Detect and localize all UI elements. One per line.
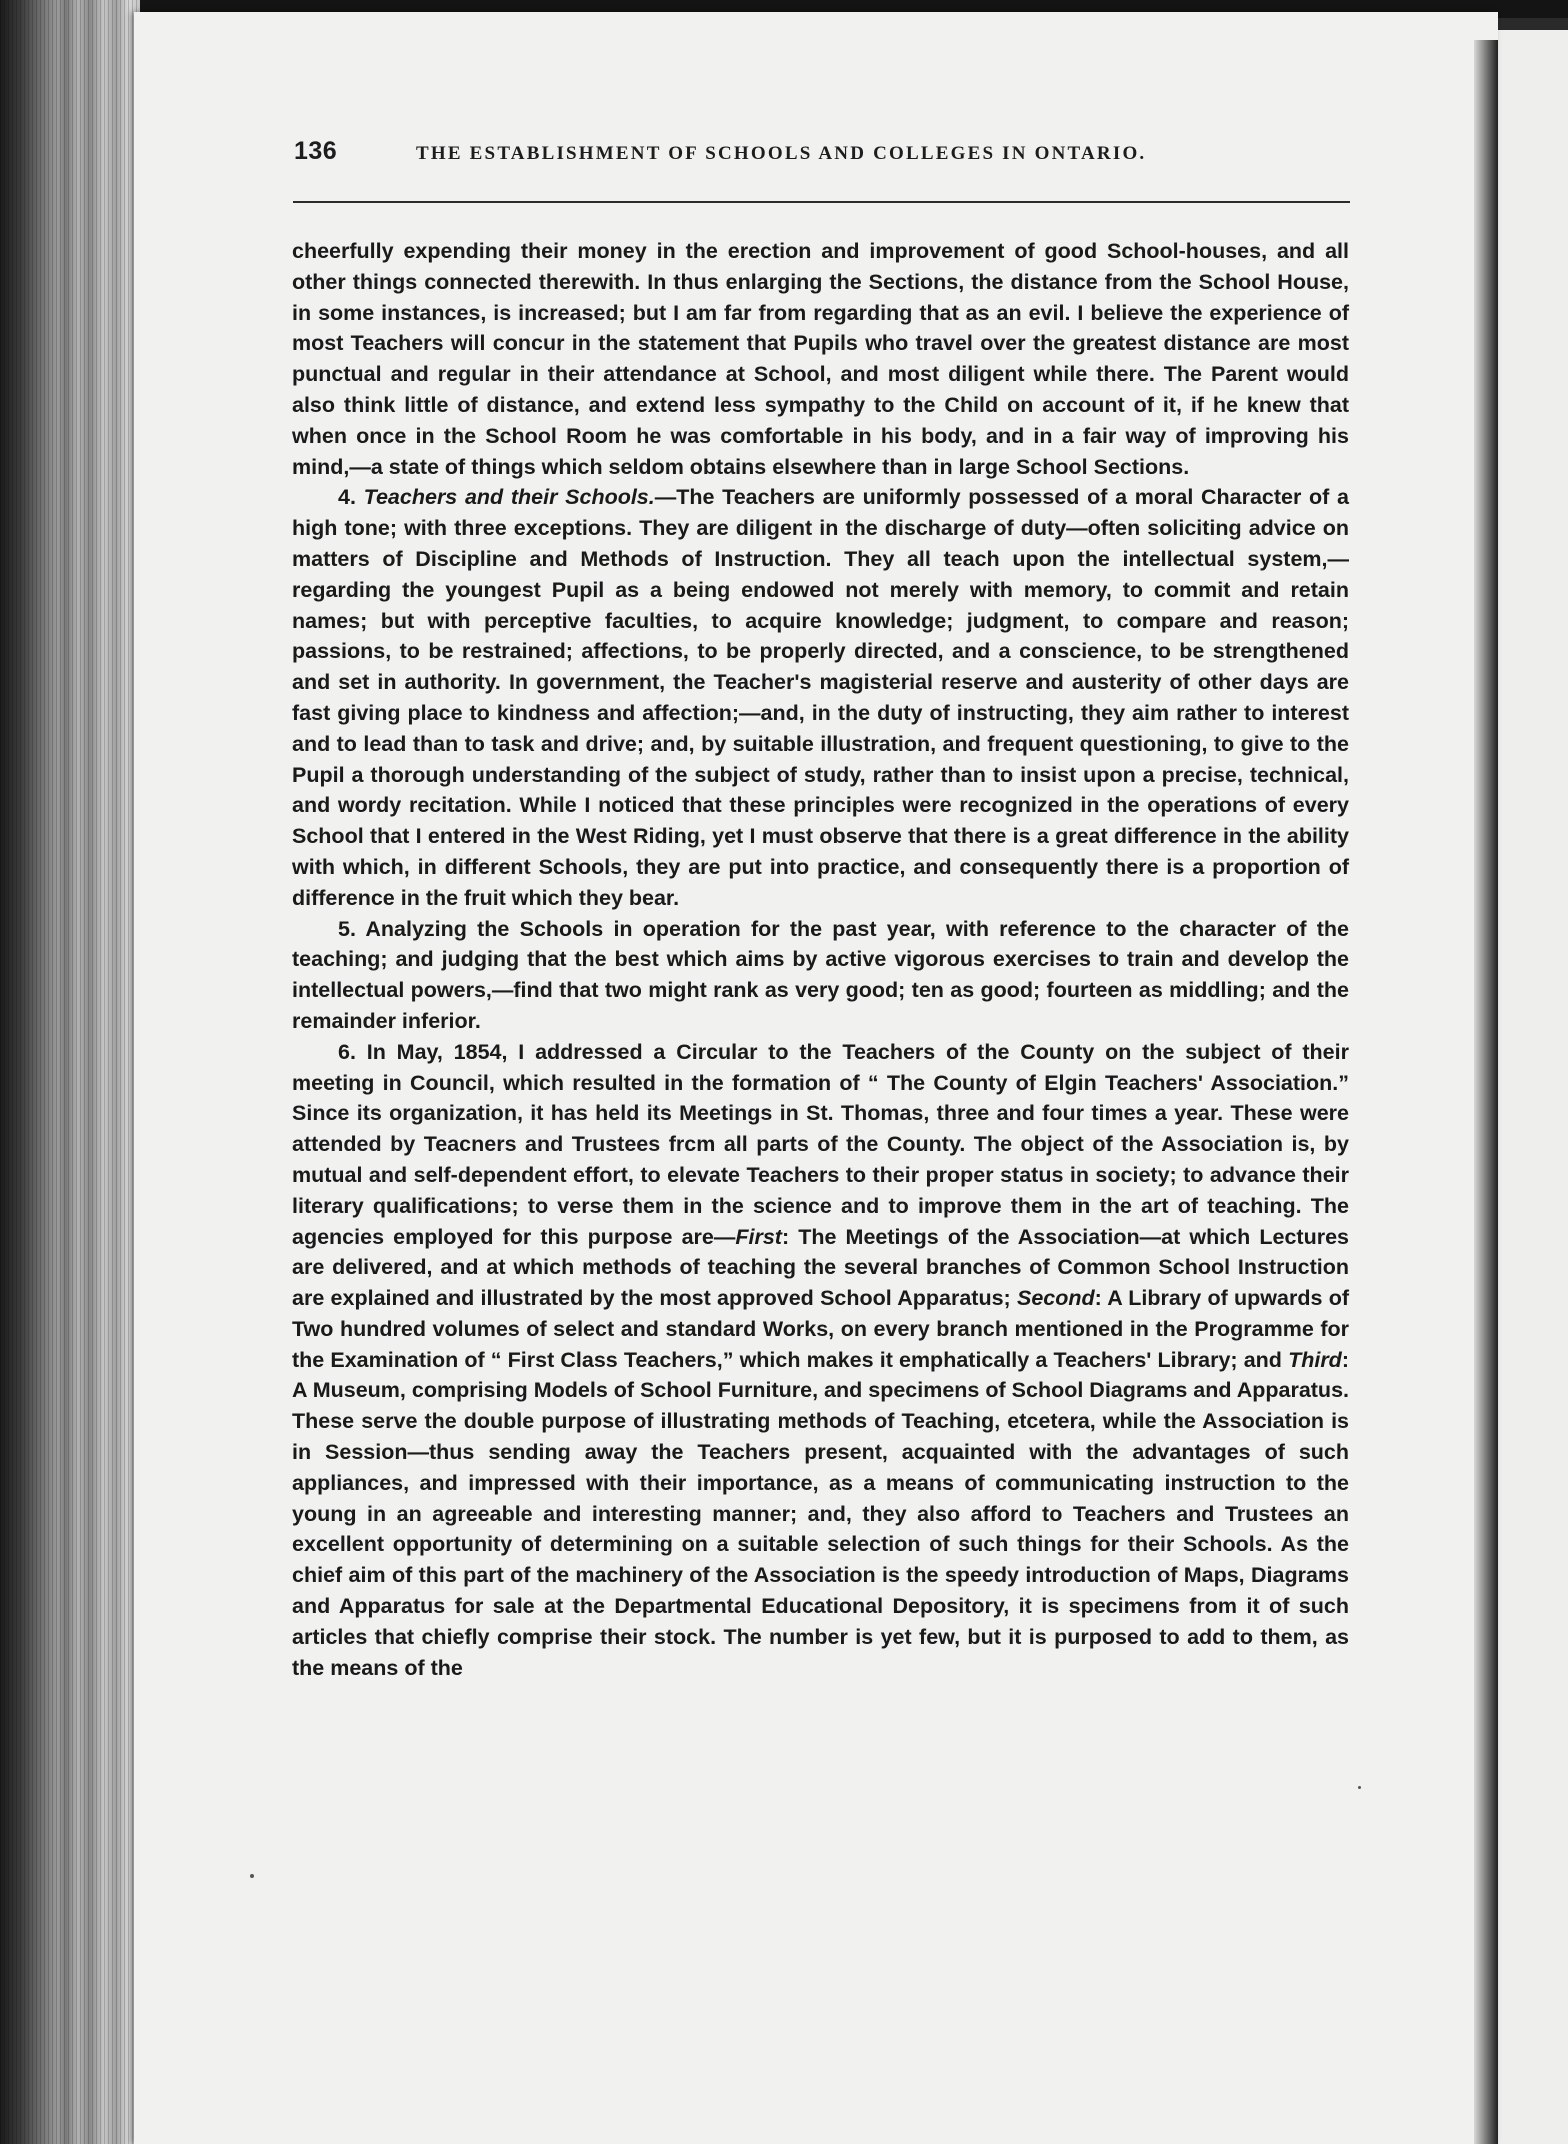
paragraph-text-part-3: : A Library of upwards of Two hundred volumes of select and standard Works, on every branch mentioned in the Programme for the Examination of “ First Class Teachers,” which makes it emphatically a Teachers' Library; and bbox=[292, 1286, 1349, 1372]
page-number: 136 bbox=[294, 137, 338, 165]
scan-speck bbox=[1358, 1786, 1361, 1789]
running-head bbox=[294, 137, 1354, 177]
book-page-edges bbox=[0, 0, 140, 2144]
paragraph-text: —The Teachers are uniformly possessed of a moral Character of a high tone; with three exceptions. They are diligent in the discharge of duty—often soliciting advice on matters of Discipline and Methods of Instruction. They all teach upon the intellectual system,—regarding the youngest Pupil as a being endowed not merely with memory, to commit and retain names; but with perceptive faculties, to acquire knowledge; judgment, to compare and reason; passions, to be restrained; affections, to be properly directed, and a conscience, to be strengthened and set in authority. In government, the Teacher's magisterial reserve and austerity of other days are fast giving place to kindness and affection;—and, in the duty of instructing, they aim rather to interest and to lead than to task and drive; and, by suitable illustration, and frequent questioning, to give to the Pupil a thorough understanding of the subject of study, rather than to insist upon a precise, technical, and wordy recitation. While I noticed that these principles were recognized in the operations of every School that I entered in the West Riding, yet I must observe that there is a great difference in the ability with which, in different Schools, they are put into practice, and consequently there is a proportion of difference in the fruit which they bear. bbox=[292, 485, 1349, 910]
paragraph-6 bbox=[292, 1037, 1349, 1684]
paragraph-text-part-1: In May, 1854, I addressed a Circular to the Teachers of the County on the subject of their meeting in Council, which resulted in the formation of “ The County of Elgin Teachers' Association.” Since its organization, it has held its Meetings in St. Thomas, three and four times a year. These were attended by Teacners and Trustees frcm all parts of the County. The object of the Association is, by mutual and self-dependent effort, to elevate Teachers to their proper status in society; to advance their literary qualifications; to verse them in the science and to improve them in the art of teaching. The agencies employed for this purpose are— bbox=[292, 1039, 1349, 1249]
paragraph-number: 5. bbox=[338, 916, 356, 941]
paragraph-4 bbox=[292, 482, 1349, 913]
paragraph-text-part-2: : The Meetings of the Association—at which Lectures are delivered, and at which methods of teaching the several branches of Common School Instruction are explained and illustrated by the most approved School Apparatus; bbox=[292, 1224, 1349, 1311]
paragraph-text: cheerfully expending their money in the erection and improvement of good School-houses, and all other things connected therewith. In thus enlarging the Sections, the distance from the School House, in some instances, is increased; but I am far from regarding that as an evil. I believe the experience of most Teachers will concur in the statement that Pupils who travel over the greatest distance are most punctual and regular in their attendance at School, and most diligent while there. The Parent would also think little of distance, and extend less sympathy to the Child on account of it, if he knew that when once in the School Room he was comfortable in his body, and in a fair way of improving his mind,—a state of things which seldom obtains elsewhere than in large School Sections. bbox=[292, 239, 1349, 479]
paragraph-heading: Teachers and their Schools. bbox=[363, 485, 655, 510]
emphasis-first: First bbox=[735, 1224, 782, 1249]
page-body bbox=[292, 236, 1349, 1683]
paragraph-5 bbox=[292, 914, 1349, 1037]
paragraph-continuation bbox=[292, 236, 1349, 482]
paragraph-number: 6. bbox=[338, 1039, 356, 1064]
paragraph-text: Analyzing the Schools in operation for the past year, with reference to the character of the teaching; and judging that the best which aims by active vigorous exercises to train and develop the intellectual powers,—find that two might rank as very good; ten as good; fourteen as middling; and the remainder inferior. bbox=[292, 916, 1349, 1033]
emphasis-third: Third bbox=[1288, 1347, 1342, 1372]
running-head-title: THE ESTABLISHMENT OF SCHOOLS AND COLLEGES IN ONTARIO. bbox=[416, 143, 1147, 164]
scan-speck bbox=[250, 1874, 254, 1878]
header-rule bbox=[293, 201, 1350, 203]
book-gutter-shadow bbox=[1474, 40, 1498, 2144]
emphasis-second: Second bbox=[1017, 1286, 1095, 1311]
paragraph-number: 4. bbox=[338, 485, 356, 510]
paragraph-text-part-4: : A Museum, comprising Models of School Furniture, and specimens of School Diagrams and Apparatus. These serve the double purpose of illustrating methods of Teaching, etcetera, while the Association is in Session—thus sending away the Teachers present, acquainted with the advantages of such appliances, and impressed with their importance, as a means of communicating instruction to the young in an agreeable and interesting manner; and, they also afford to Teachers and Trustees an excellent opportunity of determining on a suitable selection of such things for their Schools. As the chief aim of this part of the machinery of the Association is the speedy introduction of Maps, Diagrams and Apparatus for sale at the Departmental Educational Depository, it is specimens from it of such articles that chiefly comprise their stock. The number is yet few, but it is purposed to add to them, as the means of the bbox=[292, 1347, 1349, 1680]
page-edge-lines bbox=[0, 0, 140, 2144]
facing-page-sliver bbox=[1498, 30, 1568, 2144]
